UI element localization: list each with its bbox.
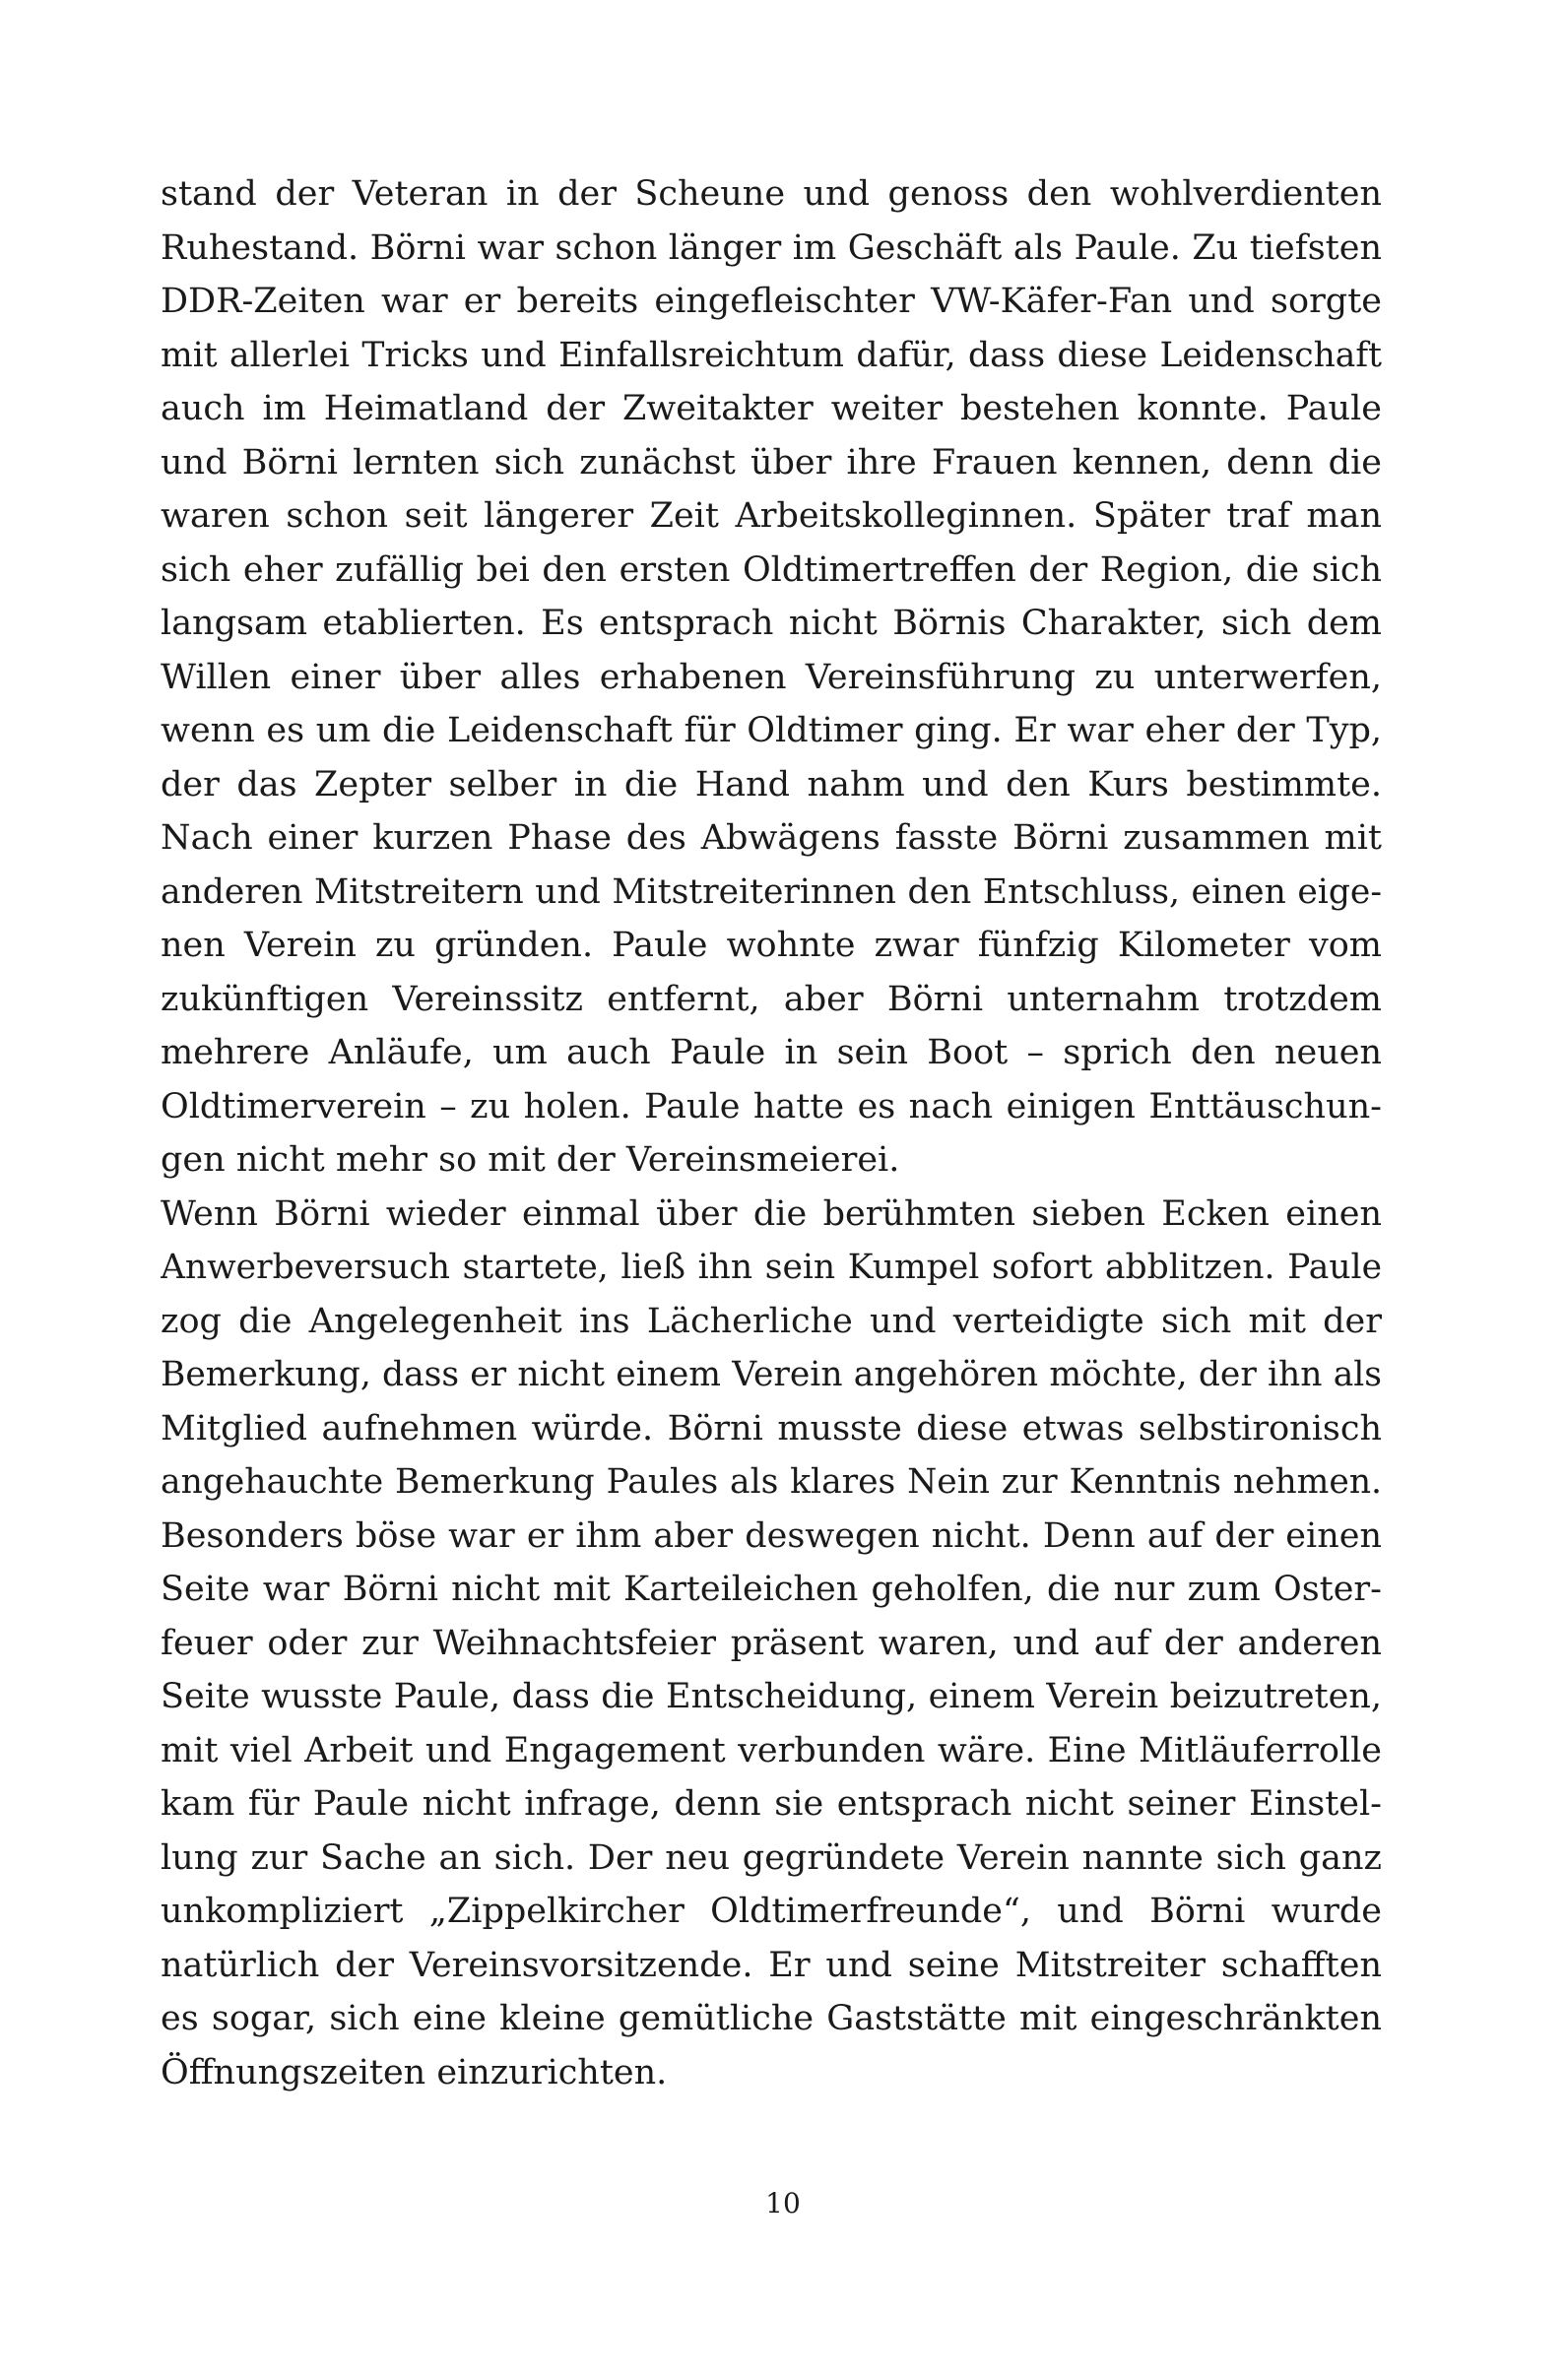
- text-line: anderen Mitstreitern und Mitstreiterinnen den Entschluss, einen eige-: [161, 871, 1382, 912]
- text-line: es sogar, sich eine kleine gemütliche Gaststätte mit eingeschränkten: [161, 1999, 1382, 2038]
- text-line: Besonders böse war er ihm aber deswegen nicht. Denn auf der einen: [161, 1515, 1382, 1556]
- text-line: unkompliziert „Zippelkircher Oldtimerfreunde“, und Börni wurde: [161, 1892, 1382, 1931]
- text-line: zog die Angelegenheit ins Lächerliche und verteidigte sich mit der: [161, 1301, 1382, 1341]
- text-line: Nach einer kurzen Phase des Abwägens fasste Börni zusammen mit: [161, 818, 1382, 858]
- text-line: gen nicht mehr so mit der Vereinsmeierei.: [161, 1140, 900, 1180]
- body-text: [161, 167, 1382, 2099]
- text-line: mehrere Anläufe, um auch Paule in sein Boot – sprich den neuen: [161, 1033, 1382, 1072]
- paragraph: [161, 167, 1382, 1188]
- text-line: mit allerlei Tricks und Einfallsreichtum dafür, dass diese Leidenschaft: [161, 335, 1382, 375]
- text-line: und Börni lernten sich zunächst über ihre Frauen kennen, denn die: [161, 442, 1382, 482]
- text-line: der das Zepter selber in die Hand nahm und den Kurs bestimmte.: [161, 764, 1382, 804]
- text-line: mit viel Arbeit und Engagement verbunden wäre. Eine Mitläuferrolle: [161, 1730, 1382, 1770]
- text-line: zukünftigen Vereinssitz entfernt, aber Börni unternahm trotzdem: [161, 979, 1382, 1019]
- text-line: nen Verein zu gründen. Paule wohnte zwar fünfzig Kilometer vom: [161, 926, 1382, 965]
- page-number: 10: [765, 2187, 801, 2219]
- text-line: lung zur Sache an sich. Der neu gegründete Verein nannte sich ganz: [161, 1837, 1382, 1878]
- text-line: auch im Heimatland der Zweitakter weiter bestehen konnte. Paule: [161, 389, 1382, 428]
- text-line: Wenn Börni wieder einmal über die berühmten sieben Ecken einen: [161, 1193, 1382, 1234]
- text-line: Ruhestand. Börni war schon länger im Geschäft als Paule. Zu tiefsten: [161, 227, 1382, 268]
- text-line: Mitglied aufnehmen würde. Börni musste diese etwas selbstironisch: [161, 1408, 1382, 1448]
- text-line: feuer oder zur Weihnachtsfeier präsent waren, und auf der anderen: [161, 1623, 1382, 1663]
- text-line: Seite war Börni nicht mit Karteileichen geholfen, die nur zum Oster-: [161, 1570, 1382, 1609]
- text-line: natürlich der Vereinsvorsitzende. Er und seine Mitstreiter schafften: [161, 1945, 1382, 1985]
- text-line: sich eher zufällig bei den ersten Oldtimertreffen der Region, die sich: [161, 549, 1382, 590]
- text-line: Anwerbeversuch startete, ließ ihn sein Kumpel sofort abblitzen. Paule: [161, 1248, 1382, 1287]
- text-line: stand der Veteran in der Scheune und genoss den wohlverdienten: [161, 174, 1382, 214]
- text-line: langsam etablierten. Es entsprach nicht Börnis Charakter, sich dem: [161, 604, 1382, 643]
- text-line: DDR-Zeiten war er bereits eingefleischter VW-Käfer-Fan und sorgte: [161, 282, 1382, 321]
- text-line: kam für Paule nicht infrage, denn sie entsprach nicht seiner Einstel-: [161, 1784, 1382, 1824]
- text-line: Seite wusste Paule, dass die Entscheidung, einem Verein beizutreten,: [161, 1677, 1382, 1716]
- text-line: wenn es um die Leidenschaft für Oldtimer ging. Er war eher der Typ,: [161, 711, 1382, 750]
- text-line: Willen einer über alles erhabenen Vereinsführung zu unterwerfen,: [161, 657, 1382, 697]
- text-line: Öffnungszeiten einzurichten.: [161, 2052, 668, 2092]
- text-line: angehauchte Bemerkung Paules als klares Nein zur Kenntnis nehmen.: [161, 1462, 1382, 1502]
- text-line: Bemerkung, dass er nicht einem Verein angehören möchte, der ihn als: [161, 1355, 1382, 1394]
- text-line: Oldtimerverein – zu holen. Paule hatte es nach einigen Enttäuschun-: [161, 1086, 1382, 1126]
- text-line: waren schon seit längerer Zeit Arbeitskolleginnen. Später traf man: [161, 496, 1382, 536]
- paragraph: [161, 1188, 1382, 2100]
